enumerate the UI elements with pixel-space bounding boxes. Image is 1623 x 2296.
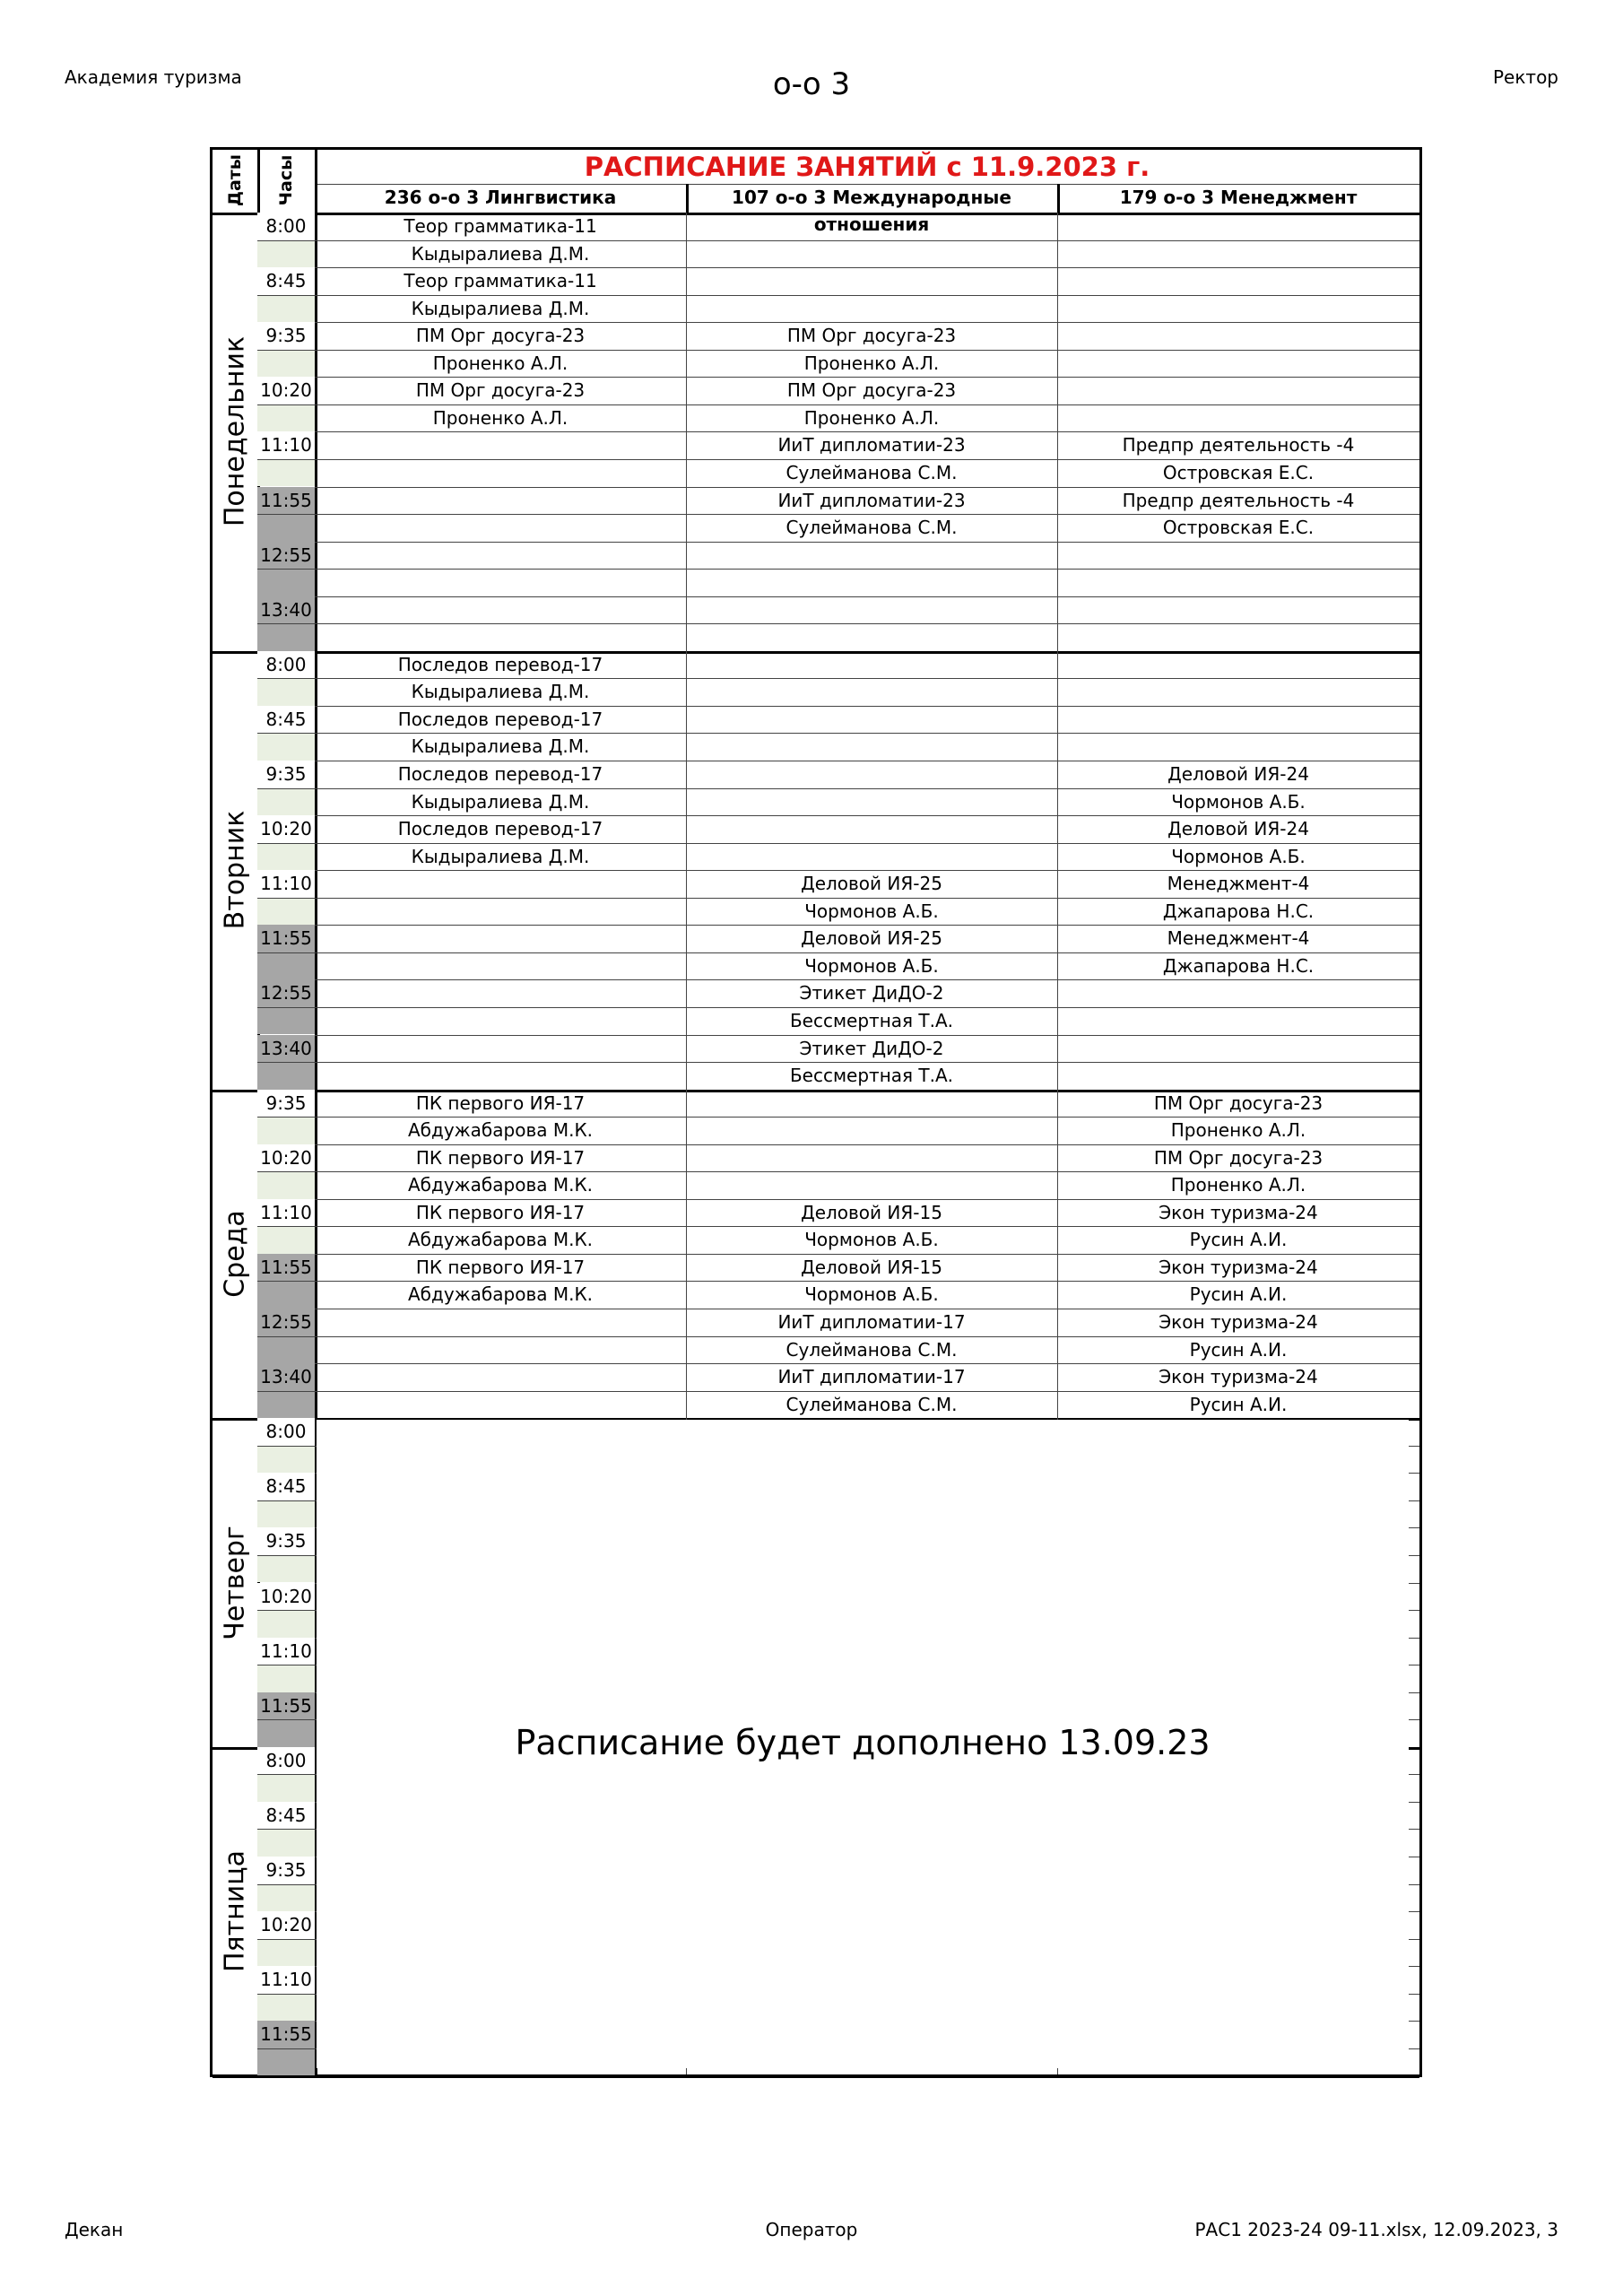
lesson-subject — [686, 706, 1057, 734]
lesson-subject: ПМ Орг досуга-23 — [786, 379, 957, 402]
time-slot: 11:55 — [257, 487, 315, 515]
lesson-subject — [1057, 596, 1419, 624]
lesson-teacher — [1057, 733, 1419, 761]
lesson-subject — [1057, 267, 1419, 295]
row-divider — [257, 898, 1419, 899]
lesson-teacher — [686, 569, 1057, 596]
lesson-subject: Предпр деятельность -4 — [1122, 434, 1355, 457]
lesson-teacher — [315, 623, 686, 651]
lesson-teacher — [315, 569, 686, 596]
time-slot: 8:45 — [257, 1802, 315, 1830]
row-divider — [257, 1007, 1419, 1008]
lesson-subject: Деловой ИЯ-24 — [1167, 818, 1309, 840]
time-slot-fill — [257, 295, 315, 323]
lesson-teacher — [315, 1062, 686, 1090]
lesson-subject: ПМ Орг досуга-23 — [415, 379, 586, 402]
lesson-teacher — [686, 623, 1057, 651]
time-slot-fill — [257, 1719, 315, 1747]
lesson-subject: ИиТ дипломатии-23 — [777, 489, 966, 511]
lesson-subject — [686, 815, 1057, 843]
column-header-2: 107 о-о 3 Международные отношения — [732, 187, 1011, 235]
lesson-subject: Деловой ИЯ-15 — [801, 1256, 942, 1278]
row-divider — [257, 952, 1419, 953]
time-slot: 10:20 — [257, 815, 315, 843]
lesson-subject: Экон туризма-24 — [1159, 1201, 1318, 1223]
time-slot-fill — [257, 678, 315, 706]
lesson-teacher — [1057, 350, 1419, 378]
lesson-subject: Теор грамматика-11 — [404, 270, 597, 292]
lesson-teacher — [1057, 240, 1419, 268]
row-divider — [257, 1062, 1419, 1063]
time-slot: 9:35 — [257, 1090, 315, 1118]
time-slot-fill — [257, 1665, 315, 1692]
time-slot: 9:35 — [257, 322, 315, 350]
lesson-teacher: Кыдыралиева Д.М. — [411, 242, 590, 265]
lesson-subject — [686, 1090, 1057, 1118]
lesson-subject — [1057, 542, 1419, 570]
lesson-subject: ПМ Орг досуга-23 — [786, 325, 957, 347]
time-slot-fill — [257, 1171, 315, 1199]
lesson-teacher: Сулейманова С.М. — [785, 517, 958, 539]
lesson-subject: Деловой ИЯ-25 — [801, 927, 942, 950]
time-slot: 11:10 — [257, 870, 315, 898]
row-divider — [257, 350, 1419, 351]
lesson-teacher — [686, 843, 1057, 871]
lesson-subject — [686, 542, 1057, 570]
lesson-teacher — [315, 1007, 686, 1035]
time-slot-fill — [257, 733, 315, 761]
row-divider — [257, 1336, 1419, 1337]
time-slot: 11:55 — [257, 2021, 315, 2048]
row-divider — [257, 1391, 1419, 1392]
time-slot-fill — [257, 1555, 315, 1583]
row-divider — [257, 1226, 1419, 1227]
time-slot-fill — [257, 404, 315, 432]
time-slot: 11:10 — [257, 431, 315, 459]
lesson-teacher: Кыдыралиева Д.М. — [411, 735, 590, 758]
lesson-subject: ПК первого ИЯ-17 — [415, 1201, 586, 1223]
row-divider — [257, 1171, 1419, 1172]
time-slot-fill — [257, 1446, 315, 1474]
lesson-teacher: Чормонов А.Б. — [1171, 790, 1306, 813]
time-slot: 8:45 — [257, 706, 315, 734]
lesson-subject: Экон туризма-24 — [1159, 1256, 1318, 1278]
lesson-subject: Этикет ДиДО-2 — [799, 1037, 944, 1059]
lesson-subject — [1057, 213, 1419, 240]
lesson-teacher: Проненко А.Л. — [803, 406, 940, 429]
time-slot-fill — [257, 1884, 315, 1912]
time-slot: 10:20 — [257, 377, 315, 404]
lesson-teacher: Бессмертная Т.А. — [789, 1009, 954, 1031]
lesson-subject — [315, 487, 686, 515]
lesson-subject: Экон туризма-24 — [1159, 1311, 1318, 1333]
time-slot: 10:20 — [257, 1583, 315, 1611]
lesson-teacher — [686, 733, 1057, 761]
time-slot: 13:40 — [257, 1363, 315, 1391]
lesson-teacher: Проненко А.Л. — [803, 352, 940, 374]
lesson-teacher — [315, 1391, 686, 1419]
lesson-teacher: Сулейманова С.М. — [785, 1393, 958, 1415]
lesson-teacher: Бессмертная Т.А. — [789, 1065, 954, 1087]
lesson-subject — [315, 870, 686, 898]
lesson-teacher: Русин А.И. — [1189, 1283, 1288, 1306]
lesson-subject — [686, 651, 1057, 679]
lesson-teacher — [1057, 295, 1419, 323]
row-divider — [257, 788, 1419, 789]
lesson-teacher: Абдужабарова М.К. — [407, 1283, 594, 1306]
lesson-teacher: Чормонов А.Б. — [804, 900, 939, 922]
time-slot: 8:45 — [257, 1473, 315, 1500]
row-divider — [257, 1117, 1419, 1118]
lesson-subject: ПК первого ИЯ-17 — [415, 1146, 586, 1169]
time-slot-fill — [257, 1336, 315, 1364]
time-slot-fill — [257, 1500, 315, 1528]
lesson-teacher — [686, 788, 1057, 816]
time-slot: 10:20 — [257, 1144, 315, 1172]
lesson-subject: Менеджмент-4 — [1167, 927, 1310, 950]
lesson-subject: ПК первого ИЯ-17 — [415, 1256, 586, 1278]
schedule-note-overlay — [317, 1420, 1409, 2068]
lesson-teacher: Кыдыралиева Д.М. — [411, 790, 590, 813]
time-slot: 12:55 — [257, 1309, 315, 1336]
day-label-5: Пятница — [219, 1850, 250, 1973]
lesson-subject — [686, 267, 1057, 295]
dates-header: Даты — [225, 154, 245, 206]
lesson-subject: ПМ Орг досуга-23 — [1153, 1091, 1324, 1114]
lesson-subject — [315, 1363, 686, 1391]
lesson-teacher: Русин А.И. — [1189, 1393, 1288, 1415]
time-slot: 11:55 — [257, 925, 315, 952]
lesson-teacher: Кыдыралиева Д.М. — [411, 845, 590, 867]
time-slot-fill — [257, 1829, 315, 1857]
time-slot: 8:00 — [257, 213, 315, 240]
row-divider — [257, 623, 1419, 624]
lesson-teacher — [1057, 1007, 1419, 1035]
time-slot: 8:00 — [257, 1747, 315, 1775]
header-rector: Ректор — [1492, 66, 1558, 88]
lesson-subject — [315, 596, 686, 624]
row-divider — [257, 843, 1419, 844]
time-slot: 13:40 — [257, 596, 315, 624]
lesson-teacher: Чормонов А.Б. — [1171, 845, 1306, 867]
lesson-teacher — [686, 1117, 1057, 1144]
row-divider — [257, 459, 1419, 460]
lesson-teacher: Проненко А.Л. — [1170, 1174, 1306, 1196]
schedule-title: РАСПИСАНИЕ ЗАНЯТИЙ с 11.9.2023 г. — [584, 152, 1150, 182]
lesson-subject: Последов перевод-17 — [397, 763, 603, 785]
time-slot-fill — [257, 514, 315, 542]
row-divider — [257, 678, 1419, 679]
time-slot-fill — [257, 1281, 315, 1309]
lesson-subject — [315, 1309, 686, 1336]
lesson-teacher: Проненко А.Л. — [1170, 1119, 1306, 1142]
lesson-teacher — [1057, 678, 1419, 706]
time-slot-fill — [257, 1774, 315, 1802]
lesson-teacher — [1057, 1062, 1419, 1090]
lesson-teacher — [315, 898, 686, 926]
lesson-teacher: Абдужабарова М.К. — [407, 1119, 594, 1142]
lesson-subject: ИиТ дипломатии-17 — [777, 1311, 966, 1333]
lesson-subject: ИиТ дипломатии-17 — [777, 1366, 966, 1388]
time-slot-fill — [257, 1007, 315, 1035]
lesson-subject: ПК первого ИЯ-17 — [415, 1091, 586, 1114]
hours-header: Часы — [276, 154, 296, 206]
time-slot-fill — [257, 569, 315, 596]
lesson-teacher — [315, 952, 686, 980]
lesson-teacher — [1057, 623, 1419, 651]
lesson-teacher: Сулейманова С.М. — [785, 461, 958, 483]
lesson-teacher: Островская Е.С. — [1162, 461, 1315, 483]
lesson-subject — [1057, 322, 1419, 350]
lesson-teacher — [686, 295, 1057, 323]
time-slot-fill — [257, 952, 315, 980]
lesson-teacher: Кыдыралиева Д.М. — [411, 297, 590, 319]
lesson-teacher: Джапарова Н.С. — [1162, 954, 1315, 977]
row-divider — [257, 295, 1419, 296]
lesson-teacher: Проненко А.Л. — [432, 406, 568, 429]
time-slot-fill — [257, 1391, 315, 1419]
time-slot-fill — [257, 1117, 315, 1144]
lesson-teacher: Чормонов А.Б. — [804, 1283, 939, 1306]
lesson-teacher — [686, 1171, 1057, 1199]
day-label-3: Среда — [219, 1210, 250, 1298]
lesson-teacher: Абдужабарова М.К. — [407, 1174, 594, 1196]
lesson-subject: Последов перевод-17 — [397, 708, 603, 730]
lesson-subject — [1057, 706, 1419, 734]
lesson-subject: ПМ Орг досуга-23 — [415, 325, 586, 347]
time-slot: 11:10 — [257, 1966, 315, 1994]
time-slot: 8:00 — [257, 651, 315, 679]
time-slot: 9:35 — [257, 1527, 315, 1555]
lesson-subject: Этикет ДиДО-2 — [799, 982, 944, 1004]
time-slot: 9:35 — [257, 761, 315, 788]
row-divider — [257, 733, 1419, 734]
column-header-1: 236 о-о 3 Лингвистика — [384, 187, 617, 208]
time-slot: 11:55 — [257, 1692, 315, 1720]
time-slot-fill — [257, 1610, 315, 1638]
lesson-subject — [315, 542, 686, 570]
lesson-teacher — [686, 240, 1057, 268]
lesson-subject — [1057, 377, 1419, 404]
lesson-subject: Предпр деятельность -4 — [1122, 489, 1355, 511]
time-slot-fill — [257, 459, 315, 487]
time-slot: 10:20 — [257, 1911, 315, 1939]
day-divider — [213, 2075, 1419, 2078]
lesson-teacher — [686, 678, 1057, 706]
lesson-subject: ИиТ дипломатии-23 — [777, 434, 966, 457]
day-label-4: Четверг — [219, 1525, 250, 1640]
header-group: о-о 3 — [772, 66, 851, 102]
lesson-teacher — [315, 459, 686, 487]
lesson-teacher: Джапарова Н.С. — [1162, 900, 1315, 922]
lesson-subject: Деловой ИЯ-24 — [1167, 763, 1309, 785]
time-slot: 9:35 — [257, 1857, 315, 1884]
footer-file-info: РАС1 2023-24 09-11.xlsx, 12.09.2023, 3 — [1194, 2219, 1558, 2240]
time-slot-fill — [257, 1994, 315, 2022]
lesson-subject: Последов перевод-17 — [397, 818, 603, 840]
lesson-teacher — [1057, 404, 1419, 432]
time-slot: 8:00 — [257, 1418, 315, 1446]
lesson-subject — [1057, 1035, 1419, 1063]
time-slot: 11:10 — [257, 1638, 315, 1665]
lesson-subject — [686, 596, 1057, 624]
time-slot-fill — [257, 788, 315, 816]
row-divider — [257, 240, 1419, 241]
row-divider — [257, 569, 1419, 570]
lesson-subject: Деловой ИЯ-15 — [801, 1201, 942, 1223]
schedule-table — [210, 147, 1422, 2077]
time-slot: 11:55 — [257, 1254, 315, 1282]
lesson-subject — [1057, 651, 1419, 679]
lesson-subject: Теор грамматика-11 — [404, 215, 597, 237]
lesson-teacher: Русин А.И. — [1189, 1338, 1288, 1361]
lesson-teacher: Чормонов А.Б. — [804, 954, 939, 977]
lesson-subject — [686, 1144, 1057, 1172]
time-slot-fill — [257, 1226, 315, 1254]
row-divider — [257, 514, 1419, 515]
schedule-note-text: Расписание будет дополнено 13.09.23 — [515, 1723, 1211, 1763]
time-slot-fill — [257, 2048, 315, 2076]
lesson-teacher: Русин А.И. — [1189, 1229, 1288, 1251]
time-slot-fill — [257, 240, 315, 268]
title-divider — [315, 184, 1419, 185]
lesson-subject — [315, 979, 686, 1007]
lesson-subject: Последов перевод-17 — [397, 653, 603, 675]
lesson-teacher: Чормонов А.Б. — [804, 1229, 939, 1251]
lesson-teacher: Абдужабарова М.К. — [407, 1229, 594, 1251]
lesson-subject — [686, 213, 1057, 240]
footer-dean: Декан — [65, 2219, 124, 2240]
lesson-teacher: Сулейманова С.М. — [785, 1338, 958, 1361]
time-slot-fill — [257, 623, 315, 651]
lesson-teacher: Кыдыралиева Д.М. — [411, 681, 590, 703]
time-slot-fill — [257, 1062, 315, 1090]
lesson-subject: Менеджмент-4 — [1167, 873, 1310, 895]
lesson-subject: Деловой ИЯ-25 — [801, 873, 942, 895]
lesson-teacher — [315, 514, 686, 542]
lesson-teacher: Островская Е.С. — [1162, 517, 1315, 539]
time-slot-fill — [257, 1939, 315, 1967]
day-label-1: Понедельник — [219, 336, 251, 527]
time-slot: 11:10 — [257, 1199, 315, 1227]
lesson-subject — [315, 925, 686, 952]
lesson-subject: Экон туризма-24 — [1159, 1366, 1318, 1388]
row-divider — [257, 404, 1419, 405]
footer-operator: Оператор — [765, 2219, 858, 2240]
lesson-teacher: Проненко А.Л. — [432, 352, 568, 374]
lesson-subject — [315, 431, 686, 459]
time-slot: 12:55 — [257, 542, 315, 570]
lesson-teacher — [315, 1336, 686, 1364]
time-slot: 13:40 — [257, 1035, 315, 1063]
time-slot: 8:45 — [257, 267, 315, 295]
time-slot: 12:55 — [257, 979, 315, 1007]
lesson-subject — [315, 1035, 686, 1063]
time-slot-fill — [257, 843, 315, 871]
row-divider — [257, 1281, 1419, 1282]
time-slot-fill — [257, 350, 315, 378]
header-column-divider — [1057, 184, 1060, 213]
column-header-3: 179 о-о 3 Менеджмент — [1119, 187, 1358, 208]
lesson-subject — [1057, 979, 1419, 1007]
lesson-teacher — [1057, 569, 1419, 596]
time-slot-fill — [257, 898, 315, 926]
day-label-2: Вторник — [219, 810, 251, 930]
header-institution: Академия туризма — [65, 66, 242, 88]
lesson-subject — [686, 761, 1057, 788]
header-column-divider — [686, 184, 689, 213]
lesson-subject: ПМ Орг досуга-23 — [1153, 1146, 1324, 1169]
